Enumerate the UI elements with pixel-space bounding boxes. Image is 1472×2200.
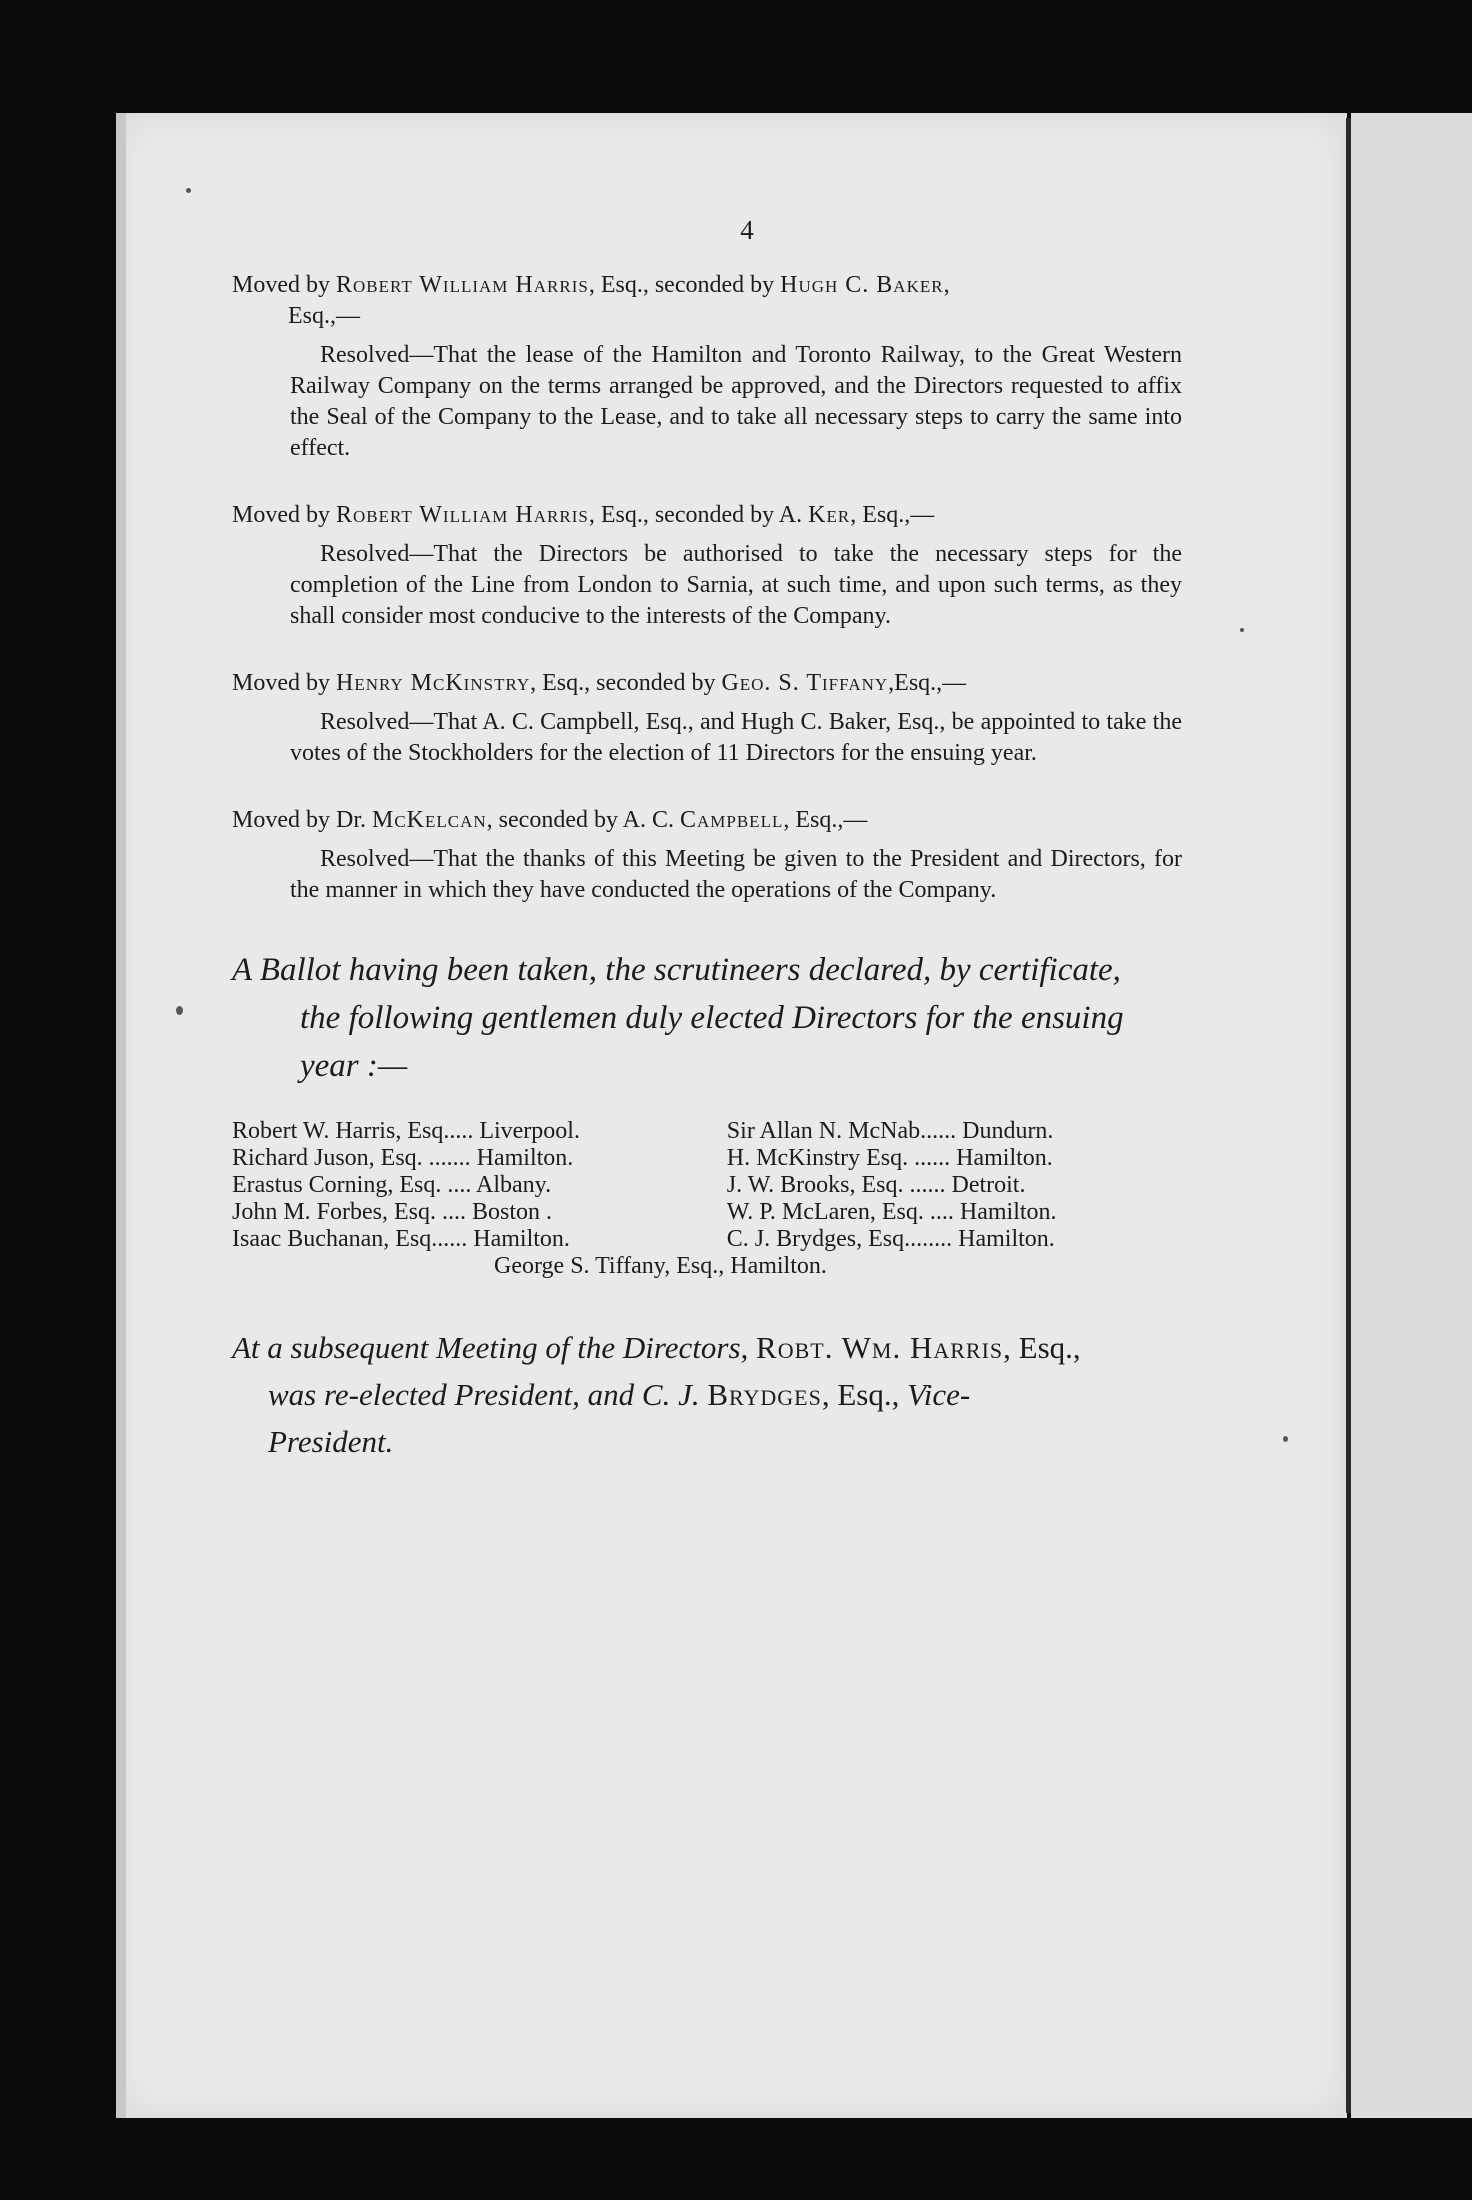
moved-mid: , Esq., seconded by A.	[588, 502, 809, 528]
motion-4	[232, 805, 1182, 906]
directors-right-column	[727, 1118, 1182, 1253]
ballot-paragraph	[232, 946, 1182, 1090]
ink-speck	[1240, 628, 1244, 632]
resolution-text: Resolved—That the Directors be authorised to take the necessary steps for the completion of the Line from London to Sarnia, at such time, and upon such terms, as they shall consider most conducive to the interests of the Company.	[290, 541, 1182, 629]
moved-line	[232, 500, 1182, 531]
resolution-text: Resolved—That the lease of the Hamilton and Toronto Railway, to the Great Western Railway Company on the terms arranged be approved, and the Directors requested to affix the Seal of the Company to the Lease, and to take all necessary steps to carry the same into effect.	[290, 342, 1182, 461]
mover-name: Henry McKinstry	[336, 670, 531, 696]
director-entry: Erastus Corning, Esq. .... Albany.	[232, 1172, 552, 1198]
moved-prefix: Moved by	[232, 272, 336, 298]
directors-columns	[232, 1118, 1182, 1253]
director-entry: Robert W. Harris, Esq..... Liverpool.	[232, 1118, 580, 1144]
director-entry: W. P. McLaren, Esq. .... Hamilton.	[726, 1199, 1057, 1225]
ink-speck	[186, 188, 191, 193]
director-entry: Richard Juson, Esq. ....... Hamilton.	[232, 1145, 574, 1171]
moved-prefix: Moved by	[232, 502, 336, 528]
adjacent-page-strip	[1351, 113, 1472, 2118]
director-entry: H. McKinstry Esq. ...... Hamilton.	[726, 1145, 1053, 1171]
moved-suffix: ,	[943, 272, 950, 298]
page-number: 4	[740, 215, 754, 245]
moved-suffix: , Esq.,—	[783, 807, 868, 833]
vice-president-name: Brydges	[707, 1377, 822, 1412]
subsequent-text: , Esq.,	[1003, 1330, 1081, 1365]
director-entry: John M. Forbes, Esq. .... Boston .	[232, 1199, 553, 1225]
moved-line	[232, 270, 1182, 332]
moved-suffix: ,Esq.,—	[888, 670, 967, 696]
moved-line	[232, 805, 1182, 836]
subsequent-text: and C. J.	[587, 1377, 700, 1412]
subsequent-text: At a subsequent Meeting of the Directors,	[232, 1330, 749, 1365]
subsequent-meeting-paragraph	[232, 1324, 1182, 1465]
ballot-line-2: the following gentlemen duly elected Directors for the ensuing	[300, 1000, 1124, 1036]
directors-list	[232, 1118, 1182, 1280]
director-entry-last: George S. Tiffany, Esq., Hamilton.	[494, 1253, 827, 1279]
director-entry: Sir Allan N. McNab...... Dundurn.	[726, 1118, 1054, 1144]
moved-line	[232, 668, 1182, 699]
ink-speck	[176, 1006, 183, 1015]
motion-3	[232, 668, 1182, 769]
mover-name: Robert William Harris	[336, 272, 589, 298]
motion-2	[232, 500, 1182, 632]
seconder-name: Hugh C. Baker	[780, 272, 944, 298]
subsequent-line-3: President.	[268, 1424, 394, 1459]
director-entry: J. W. Brooks, Esq. ...... Detroit.	[726, 1172, 1026, 1198]
seconder-name: Ker	[808, 502, 851, 528]
president-name: Robt. Wm. Harris	[756, 1330, 1004, 1365]
director-entry: Isaac Buchanan, Esq...... Hamilton.	[232, 1226, 570, 1252]
subsequent-text: was re-elected President,	[268, 1377, 580, 1412]
subsequent-line-2	[232, 1371, 1182, 1418]
ink-speck	[1283, 1436, 1288, 1442]
moved-mid: , Esq., seconded by	[588, 272, 781, 298]
moved-prefix: Moved by	[232, 670, 336, 696]
subsequent-text: , Esq.,	[821, 1377, 900, 1412]
moved-mid: , Esq., seconded by	[530, 670, 722, 696]
director-entry: C. J. Brydges, Esq........ Hamilton.	[726, 1226, 1055, 1252]
mover-name: Robert William Harris	[336, 502, 589, 528]
moved-mid: , seconded by A. C.	[486, 807, 680, 833]
subsequent-text: Vice-	[907, 1377, 971, 1412]
mover-name: McKelcan	[372, 807, 487, 833]
moved-continuation: Esq.,—	[288, 303, 360, 329]
page-edge-shadow	[116, 113, 126, 2118]
moved-prefix: Moved by Dr.	[232, 807, 372, 833]
directors-left-column	[232, 1118, 727, 1253]
document-body	[232, 215, 1182, 1465]
resolution-text: Resolved—That A. C. Campbell, Esq., and Hugh C. Baker, Esq., be appointed to take the votes of the Stockholders for the election of 11 Directors for the ensuing year.	[290, 709, 1182, 766]
seconder-name: Geo. S. Tiffany	[721, 670, 889, 696]
motion-1	[232, 270, 1182, 464]
ballot-line-3: year :—	[300, 1048, 408, 1084]
resolution-text: Resolved—That the thanks of this Meeting be given to the President and Directors, for the manner in which they have conducted the operations of the Company.	[290, 846, 1182, 903]
seconder-name: Campbell	[679, 807, 784, 833]
ballot-line-1: A Ballot having been taken, the scrutineers declared, by certificate,	[232, 952, 1121, 988]
moved-suffix: , Esq.,—	[850, 502, 935, 528]
